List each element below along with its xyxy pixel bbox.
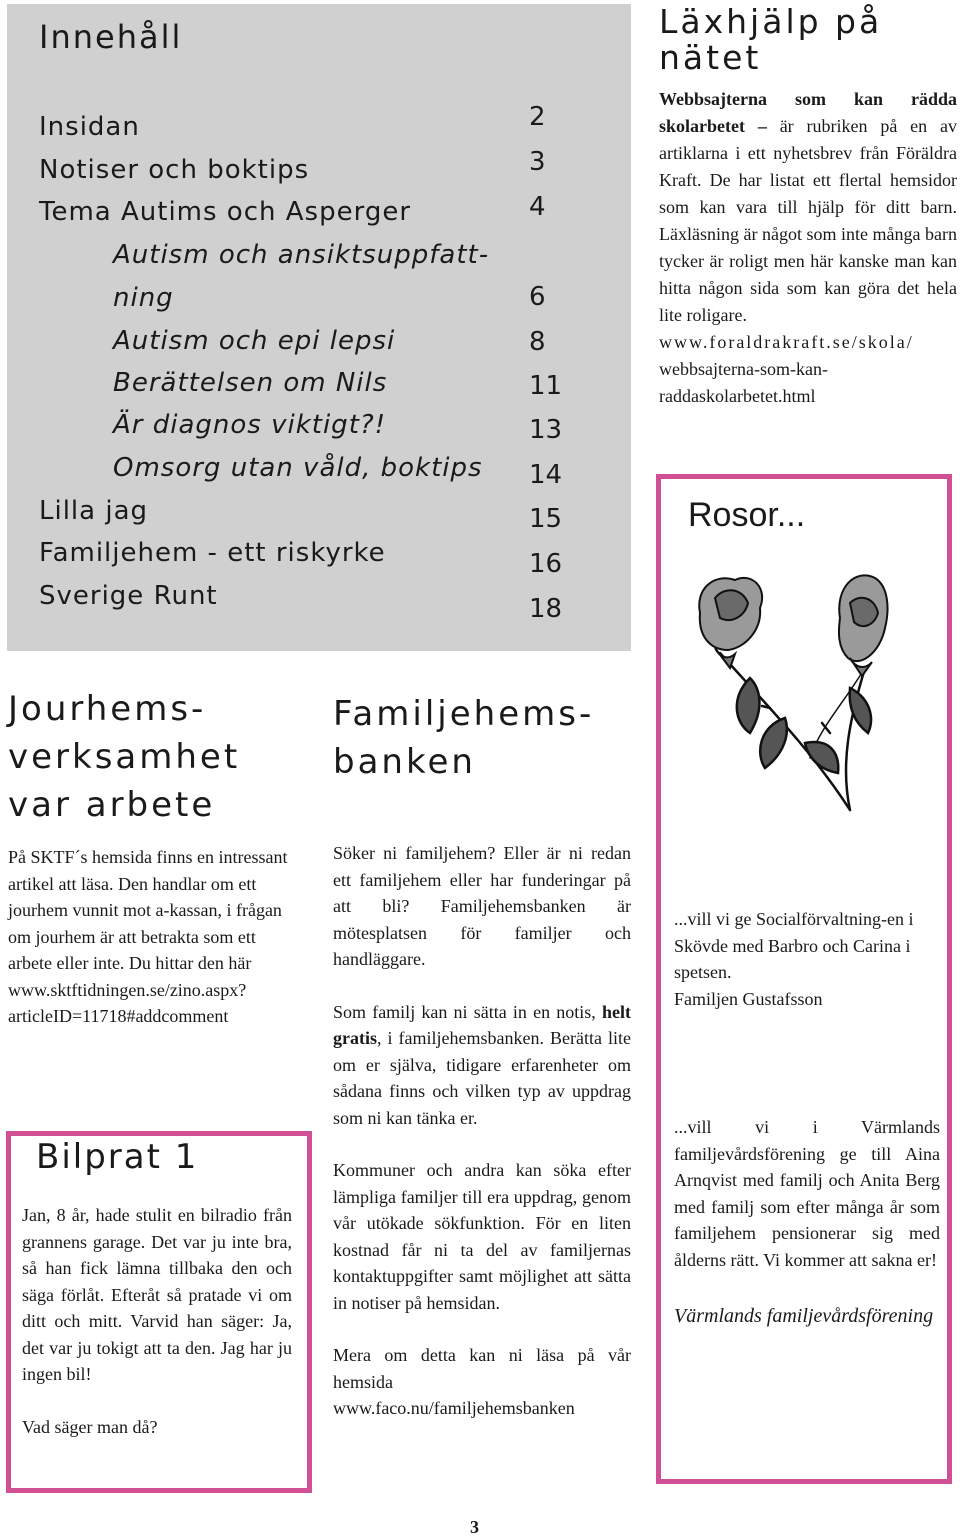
familjehemsbanken-text: Som familj kan ni sätta in en notis, <box>333 1001 602 1022</box>
familjehemsbanken-title-line: banken <box>333 742 476 782</box>
toc-entry-page: 18 <box>529 594 563 624</box>
table-of-contents <box>7 4 631 651</box>
laxhjalp-url-line: www.foraldrakraft.se/skola/ <box>659 332 914 352</box>
toc-entry-page: 3 <box>529 147 546 177</box>
jourhem-url-line: articleID=11718#addcomment <box>8 1006 229 1026</box>
laxhjalp-text: är rubriken på en av artiklarna i ett nyhetsbrev från Föräldra Kraft. De har listat ett flertal hemsidor som kan vara till hjälp för ditt barn. Läxläsning är något som inte många barn tycker är roligt men här kanske man kan hitta någon sida som kan göra det hela lite roligare. <box>659 116 958 325</box>
familjehemsbanken-paragraph <box>333 999 631 1132</box>
roses-illustration-icon <box>690 558 890 818</box>
bilprat-text: Jan, 8 år, hade stulit en bilradio från grannens garage. Det var ju inte bra, så han fick lämna tillbaka den och säga förlåt. Efteråt så pratade vi om ditt och mitt. Varvid han säger: Ja, det var ju tokigt att ta den. Jag har ju ingen bil! <box>22 1205 292 1384</box>
familjehemsbanken-body <box>333 840 631 1422</box>
laxhjalp-title-line: nätet <box>659 38 762 77</box>
toc-entry-label: Berättelsen om Nils <box>113 368 388 398</box>
rosor-item-signature: Familjen Gustafsson <box>674 988 823 1009</box>
jourhem-title-line: Jourhems- <box>8 689 207 729</box>
laxhjalp-url-line: raddaskolarbetet.html <box>659 386 816 406</box>
toc-entry-label: Tema Autims och Asperger <box>39 197 412 227</box>
laxhjalp-url-line: webbsajterna-som-kan- <box>659 359 828 379</box>
toc-entry-page: 15 <box>529 504 563 534</box>
familjehemsbanken-title-line: Familjehems- <box>333 694 595 734</box>
toc-entry-page: 2 <box>529 102 546 132</box>
familjehemsbanken-paragraph: Söker ni familjehem? Eller är ni redan ett familjehem eller har funderingar på att bli? Familjehemsbanken är mötesplatsen för familjer och handläggare. <box>333 843 631 969</box>
jourhem-title <box>8 685 240 829</box>
familjehemsbanken-bold: helt gratis <box>333 1001 631 1048</box>
rosor-item-signature: Värmlands familjevårdsförening <box>674 1305 934 1327</box>
familjehemsbanken-paragraph: Mera om detta kan ni läsa på vår hemsida www.faco.nu/familjehemsbanken <box>333 1345 631 1418</box>
toc-entry-page: 6 <box>529 282 546 312</box>
laxhjalp-title <box>659 4 949 76</box>
toc-entry-label: Autism och epi lepsi <box>113 326 396 356</box>
toc-title: Innehåll <box>39 18 183 56</box>
toc-entry-label: Familjehem - ett riskyrke <box>39 538 386 568</box>
jourhem-text: På SKTF´s hemsida finns en intressant artikel att läsa. Den handlar om ett jourhem vunnit mot a-kassan, i frågan om jourhem är att betrakta som ett arbete eller inte. Du hittar den här <box>8 847 288 973</box>
toc-entry-page: 14 <box>529 460 563 490</box>
rosor-item-2 <box>674 1114 940 1330</box>
laxhjalp-title-line: Läxhjälp på <box>659 2 883 41</box>
toc-entry-page: 4 <box>529 192 546 222</box>
toc-entry-page: 8 <box>529 327 546 357</box>
jourhem-title-line: verksamhet <box>8 737 241 777</box>
bilprat-title: Bilprat 1 <box>36 1137 199 1177</box>
rosor-item-1 <box>674 906 942 1012</box>
toc-entry-label: Lilla jag <box>39 496 149 526</box>
toc-entry-label: Notiser och boktips <box>39 155 310 185</box>
toc-entry-label: ning <box>113 283 174 313</box>
familjehemsbanken-paragraph: Kommuner och andra kan söka efter lämpliga familjer till era uppdrag, genom vår utökade sökfunktion. För en liten kostnad får ni ta del av familjernas kontaktuppgifter samt möjlighet att sätta in notiser på hemsidan. <box>333 1160 631 1313</box>
familjehemsbanken-title <box>333 690 594 786</box>
toc-entry-label: Autism och ansiktsuppfatt- <box>113 240 490 270</box>
rosor-item-text: ...vill vi ge Socialförvaltning-en i Skövde med Barbro och Carina i spetsen. <box>674 909 914 982</box>
laxhjalp-lead: Webbsajterna som kan rädda skolarbetet – <box>659 89 957 136</box>
toc-entry-page: 13 <box>529 415 563 445</box>
toc-entry-label: Sverige Runt <box>39 581 218 611</box>
bilprat-body <box>22 1202 292 1440</box>
jourhem-url-line: www.sktftidningen.se/zino.aspx? <box>8 979 247 1000</box>
toc-entry-label: Insidan <box>39 112 140 142</box>
toc-entry-page: 11 <box>529 371 563 401</box>
toc-entry-label: Omsorg utan våld, boktips <box>113 453 483 483</box>
rosor-item-text: ...vill vi i Värmlands familjevårdsförening ge till Aina Arnqvist med familj och Anita Berg med familj som efter många år som familjehem pensionerar sig med ålderns rätt. Vi kommer att sakna er! <box>674 1117 940 1270</box>
jourhem-title-line: var arbete <box>8 785 216 825</box>
bilprat-ending: Vad säger man då? <box>22 1416 158 1437</box>
jourhem-body <box>8 844 290 1030</box>
laxhjalp-body <box>659 86 957 410</box>
toc-entry-page: 16 <box>529 549 563 579</box>
rosor-title: Rosor... <box>688 496 806 534</box>
familjehemsbanken-text: , i familjehemsbanken. Berätta lite om er själva, tidigare erfarenheter om sådana finns och vilken typ av uppdrag som ni kan tänka er. <box>333 1028 631 1128</box>
toc-entry-label: Är diagnos viktigt?! <box>113 410 387 440</box>
page-number: 3 <box>470 1517 479 1537</box>
